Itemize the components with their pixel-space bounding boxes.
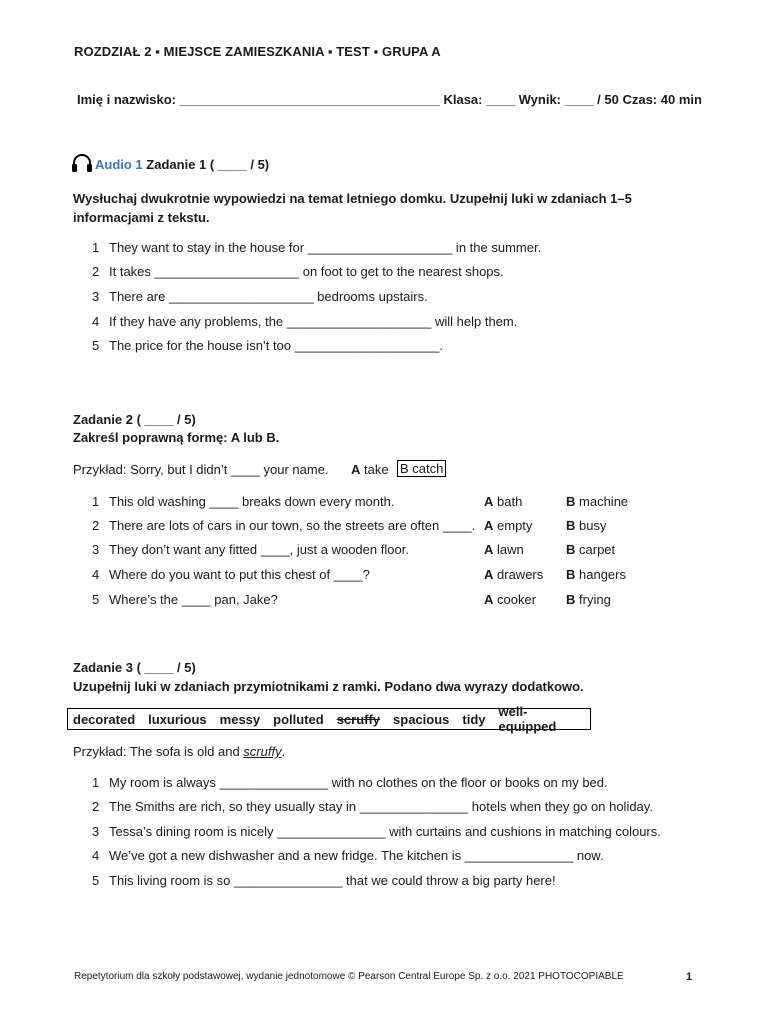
task1-instruction: Wysłuchaj dwukrotnie wypowiedzi na temat letniego domku. Uzupełnij luki w zdaniach 1–5 informacjami z tekstu. [73,191,632,225]
task2-title: Zadanie 2 ( ____ / 5) [73,412,196,427]
word-bank-item: tidy [462,711,486,727]
word-bank-item: spacious [393,711,450,727]
word-bank-item: decorated [73,711,136,727]
word-bank-item: messy [219,711,261,727]
task3-item: 5 This living room is so _______________ that we could throw a big party here! [92,873,556,888]
page-header-title: ROZDZIAŁ 2 ▪ MIEJSCE ZAMIESZKANIA ▪ TEST ▪ GRUPA A [74,44,441,59]
task1-heading [71,153,269,173]
task3-instruction: Uzupełnij luki w zdaniach przymiotnikami z ramki. Podano dwa wyrazy dodatkowo. [73,679,584,694]
task2-option-a: A cooker [484,592,537,607]
task3-example-answer: scruffy [243,744,282,759]
task2-example [73,462,533,480]
task3-example: Przykład: The sofa is old and scruffy. [73,744,286,759]
task1-title: Zadanie 1 ( ____ / 5) [146,157,270,172]
task2-item: 2 There are lots of cars in our town, so the streets are often ____. [92,518,476,533]
task2-option-b: B machine [566,494,629,509]
task3-item: 4 We’ve got a new dishwasher and a new fridge. The kitchen is _______________ now. [92,848,604,863]
task1-item: 2 It takes ____________________ on foot to get to the nearest shops. [92,264,504,279]
headphones-icon [71,153,93,173]
task2-example-option-b-circled: B catch [397,460,446,477]
task2-item: 4 Where do you want to put this chest of ____? [92,567,370,582]
task1-item: 3 There are ____________________ bedrooms upstairs. [92,289,428,304]
task2-item: 3 They don’t want any fitted ____, just a wooden floor. [92,542,409,557]
task2-option-b: B carpet [566,542,616,557]
word-bank-item: luxurious [148,711,207,727]
task2-example-text: Przykład: Sorry, but I didn’t ____ your name. [73,462,329,477]
task2-option-a: A drawers [484,567,544,582]
task2-option-a: A lawn [484,542,524,557]
task3-title: Zadanie 3 ( ____ / 5) [73,660,196,675]
task2-option-a: A empty [484,518,533,533]
task2-item: 1 This old washing ____ breaks down every month. [92,494,395,509]
task2-instruction: Zakreśl poprawną formę: A lub B. [73,430,280,445]
student-info-line: Imię i nazwisko: ____________________________________ Klasa: ____ Wynik: ____ / 50 Czas: 40 min [77,92,702,107]
task2-option-a: A bath [484,494,523,509]
task3-item: 1 My room is always _______________ with no clothes on the floor or books on my bed. [92,775,608,790]
page-number: 1 [686,971,693,983]
word-bank-item: polluted [273,711,324,727]
word-bank-box [67,704,591,734]
word-bank-item: well-equipped [498,704,557,734]
task3-item: 2 The Smiths are rich, so they usually stay in _______________ hotels when they go on holiday. [92,799,653,814]
word-bank-item-used: scruffy [336,711,381,727]
audio-label: Audio 1 [95,157,143,172]
page-footer: Repetytorium dla szkoły podstawowej, wydanie jednotomowe © Pearson Central Europe Sp. z o.o. 2021 PHOTOCOPIABLE [74,971,624,982]
task2-option-b: B hangers [566,567,626,582]
task2-option-b: B frying [566,592,611,607]
task1-item: 5 The price for the house isn’t too ____________________. [92,338,443,353]
task3-item: 3 Tessa’s dining room is nicely _______________ with curtains and cushions in matching colours. [92,824,661,839]
task2-item: 5 Where’s the ____ pan, Jake? [92,592,278,607]
task2-option-b: B busy [566,518,607,533]
task1-item: 1 They want to stay in the house for ____________________ in the summer. [92,240,542,255]
task1-item: 4 If they have any problems, the ____________________ will help them. [92,314,518,329]
task2-example-option-a: A take [351,462,389,477]
